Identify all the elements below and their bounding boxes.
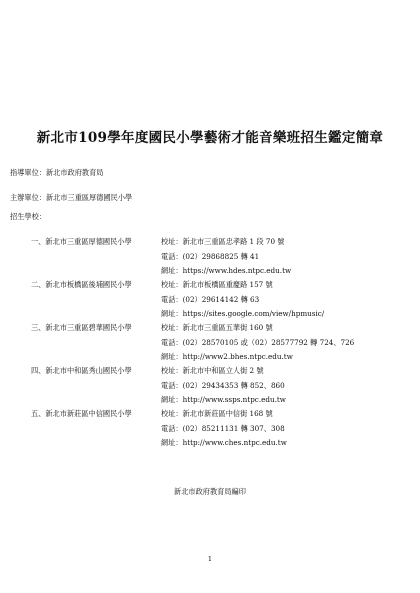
publisher-footer: 新北市政府教育局編印 [174,487,246,496]
school-name: 五、新北市新莊區中信國民小學 [31,409,132,418]
school-phone: 電話：(02）28570105 或（02）28577792 轉 724、726 [161,337,355,347]
school-address: 校址：新北市板橋區重慶路 157 號 [161,280,273,289]
school-name: 三、新北市三重區碧華國民小學 [31,323,132,332]
school-website: 網址：https://www.hdes.ntpc.edu.tw [161,266,292,275]
school-name: 二、新北市板橋區後埔國民小學 [31,280,132,289]
school-address: 校址：新北市中和區立人街 2 號 [161,366,264,375]
host-unit: 主辦單位：新北市三重區厚德國民小學 [10,193,133,202]
school-website: 網址：http://www.ssps.ntpc.edu.tw [161,395,286,404]
schools-heading: 招生學校： [10,212,46,221]
school-address: 校址：新北市三重區五華街 160 號 [161,323,273,332]
school-phone: 電話：(02）29614142 轉 63 [161,294,260,304]
school-name: 四、新北市中和區秀山國民小學 [31,366,132,375]
school-name: 一、新北市三重區厚德國民小學 [31,237,132,246]
school-address: 校址：新北市新莊區中信街 168 號 [161,409,273,418]
school-phone: 電話：(02）85211131 轉 307、308 [161,423,285,433]
school-phone: 電話：(02）29868825 轉 41 [161,251,260,261]
document-title: 新北市109學年度國民小學藝術才能音樂班招生鑑定簡章 [36,130,384,146]
page-number: 1 [207,555,213,563]
school-website: 網址：http://www.ches.ntpc.edu.tw [161,438,287,447]
school-address: 校址：新北市三重區忠孝路 1 段 70 號 [161,237,285,246]
school-website: 網址：https://sites.google.com/view/hpmusic/ [161,309,325,318]
guidance-unit: 指導單位：新北市政府教育局 [10,168,104,177]
school-phone: 電話：(02）29434353 轉 852、860 [161,380,285,390]
school-website: 網址：http://www2.bhes.ntpc.edu.tw [161,352,293,361]
